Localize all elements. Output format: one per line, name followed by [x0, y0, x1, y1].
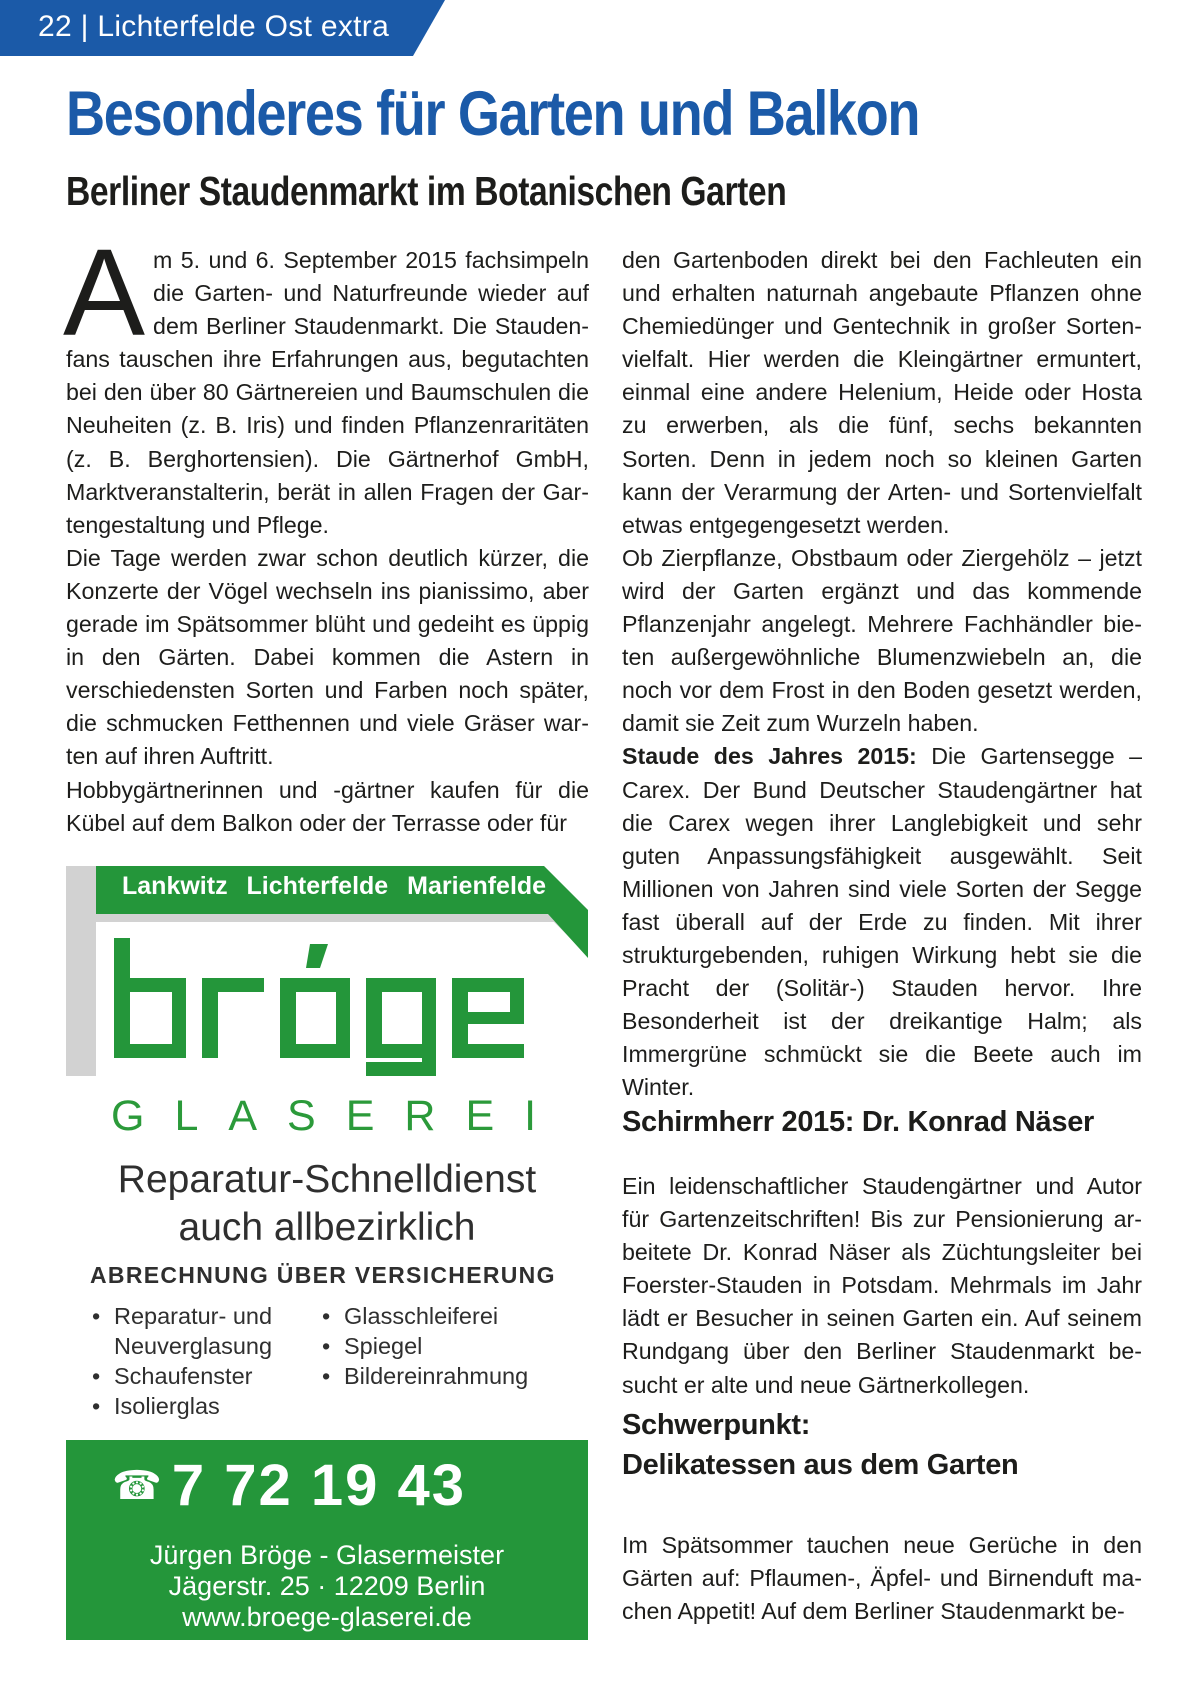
focus-section — [622, 1529, 1142, 1628]
drop-cap: A — [63, 225, 146, 362]
glaserei-advertisement — [66, 866, 588, 1640]
ad-billing-note: ABRECHNUNG ÜBER VERSICHERUNG — [90, 1262, 556, 1288]
list-item: • Bildereinrahmung — [318, 1361, 528, 1391]
article-left-column — [63, 225, 589, 840]
ad-services-list-left — [88, 1301, 272, 1421]
focus-text: Im Spätsommer tauchen neue Gerüche in den Gärten auf: Pflaumen-, Äpfel- und Birnenduft machen Appetit! Auf dem Berliner Staudenmarkt be- — [622, 1532, 1142, 1625]
page-header-tab — [0, 0, 445, 56]
ad-phone-number: 7 72 19 43 — [171, 1453, 466, 1518]
ad-contact-box — [66, 1440, 588, 1640]
paragraph-ornamental-plants: Ob Zierpflanze, Obstbaum oder Ziergehölz – jetzt wird der Garten ergänzt und das kommende Pflanzenjahr angelegt. Mehrere Fachhändler bieten außergewöhnliche Blumenzwiebeln an, die noch vor dem Frost in den Boden gesetzt werden, damit sie Zeit zum Wurzeln haben. — [622, 544, 1142, 737]
ad-contact-web: www.broege-glaserei.de — [182, 1602, 472, 1632]
patron-section — [622, 1170, 1142, 1402]
paragraph-intro-text: m 5. und 6. September 2015 fachsimpeln die Garten- und Naturfreunde wieder auf dem Berliner Staudenmarkt. Die Staudenfans tauschen ihre Erfahrungen aus, begutachten bei den über 80 Gärtnereien und Baumschulen die Neuheiten (z. B. Iris) und finden Pflanzenraritäten (z. B. Berghortensien). Die Gärtnerhof GmbH, Marktveranstalterin, berät in allen Fragen der Gartengestaltung und Pflege. — [66, 247, 589, 538]
article-headline: Besonderes für Garten und Balkon — [66, 79, 920, 149]
ad-service-line1: Reparatur-Schnelldienst — [117, 1158, 537, 1201]
page-number-section: 22 | Lichterfelde Ost extra — [38, 10, 390, 43]
ad-locations: Lankwitz Lichterfelde Marienfelde — [122, 872, 547, 900]
ad-contact-details — [66, 1540, 588, 1633]
ad-phone-row — [112, 1452, 466, 1519]
patron-text: Ein leidenschaftlicher Staudengärtner und Autor für Gartenzeitschriften! Bis zur Pensionierung arbeitete Dr. Konrad Näser als Züchtungsleiter bei Foerster-Stauden in Potsdam. Mehrmals im Jahr lädt er Besucher in seinen Garten ein. Auf seinem Rundgang über den Berliner Staudenmarkt besucht er alte und neue Gärtnerkollegen. — [622, 1173, 1142, 1398]
paragraph-late-summer: Die Tage werden zwar schon deutlich kürzer, die Konzerte der Vögel wechseln ins pianissimo, aber gerade im Spätsommer blüht und gedeiht es üppig in den Gärten. Dabei kommen die Astern in verschiedensten Sorten und Farben noch später, die schmucken Fetthennen und viele Gräser warten auf ihren Auftritt. — [66, 544, 589, 770]
article-right-column — [622, 244, 1142, 1104]
perennial-of-year-text: Die Gartensegge – Carex. Der Bund Deutscher Staudengärtner hat die Carex wegen ihrer Langlebigkeit und sehr guten Anpassungsfähigkeit ausgewählt. Seit Millionen von Jahren sind viele Sorten der Segge fast überall auf der Erde zu finden. Mit ihrer strukturgebenden, ruhigen Wirkung hebt sie die Pracht der (Solitär-) Stauden hervor. Ihre Besonderheit ist der dreikantige Halm; als Immergrüne schmückt sie die Beete auch im Winter. — [622, 743, 1142, 1101]
focus-heading — [622, 1405, 1018, 1485]
list-item: • Reparatur- und — [88, 1301, 272, 1331]
list-item: • Schaufenster — [88, 1361, 272, 1391]
list-item: • Isolierglas — [88, 1391, 272, 1421]
broege-logo — [114, 938, 554, 1076]
ad-service-line2: auch allbezirklich — [178, 1206, 476, 1249]
paragraph-hobby-gardeners: Hobbygärtnerinnen und -gärtner kaufen für die Kübel auf dem Balkon oder der Terrasse oder für — [66, 776, 589, 836]
perennial-of-year-label: Staude des Jahres 2015: — [622, 743, 917, 770]
paragraph-perennial-of-year — [622, 740, 1142, 1104]
ad-contact-name: Jürgen Bröge - Glasermeister — [149, 1540, 505, 1570]
list-item: • Glasschleiferei — [318, 1301, 528, 1331]
patron-heading: Schirmherr 2015: Dr. Konrad Näser — [622, 1106, 1095, 1138]
paragraph-intro — [63, 225, 589, 542]
article-subheadline: Berliner Staudenmarkt im Botanischen Garten — [66, 168, 787, 214]
list-item-continuation: Neuverglasung — [114, 1333, 273, 1359]
ad-service-lines — [66, 1156, 588, 1252]
focus-heading-line1: Schwerpunkt: — [622, 1409, 811, 1441]
focus-heading-line2: Delikatessen aus dem Garten — [622, 1449, 1019, 1481]
paragraph-garden-soil: den Gartenboden direkt bei den Fachleuten ein und erhalten naturnah angebaute Pflanzen ohne Chemiedünger und Gentechnik in großer Sortenvielfalt. Hier werden die Kleingärtner ermuntert, einmal eine andere Helenium, Heide oder Hosta zu erwerben, als die fünf, sechs bekannten Sorten. Denn in jedem noch so kleinen Garten kann der Verarmung der Arten- und Sortenvielfalt etwas entgegengesetzt werden. — [622, 247, 1142, 538]
list-item: • Spiegel — [318, 1331, 528, 1361]
ad-contact-address: Jägerstr. 25 · 12209 Berlin — [168, 1571, 486, 1601]
telephone-icon: ☎ — [112, 1463, 162, 1508]
ad-services-list-right — [318, 1301, 528, 1391]
list-item — [88, 1331, 272, 1361]
ad-glaserei-wordmark: GLASEREI — [111, 1092, 567, 1140]
